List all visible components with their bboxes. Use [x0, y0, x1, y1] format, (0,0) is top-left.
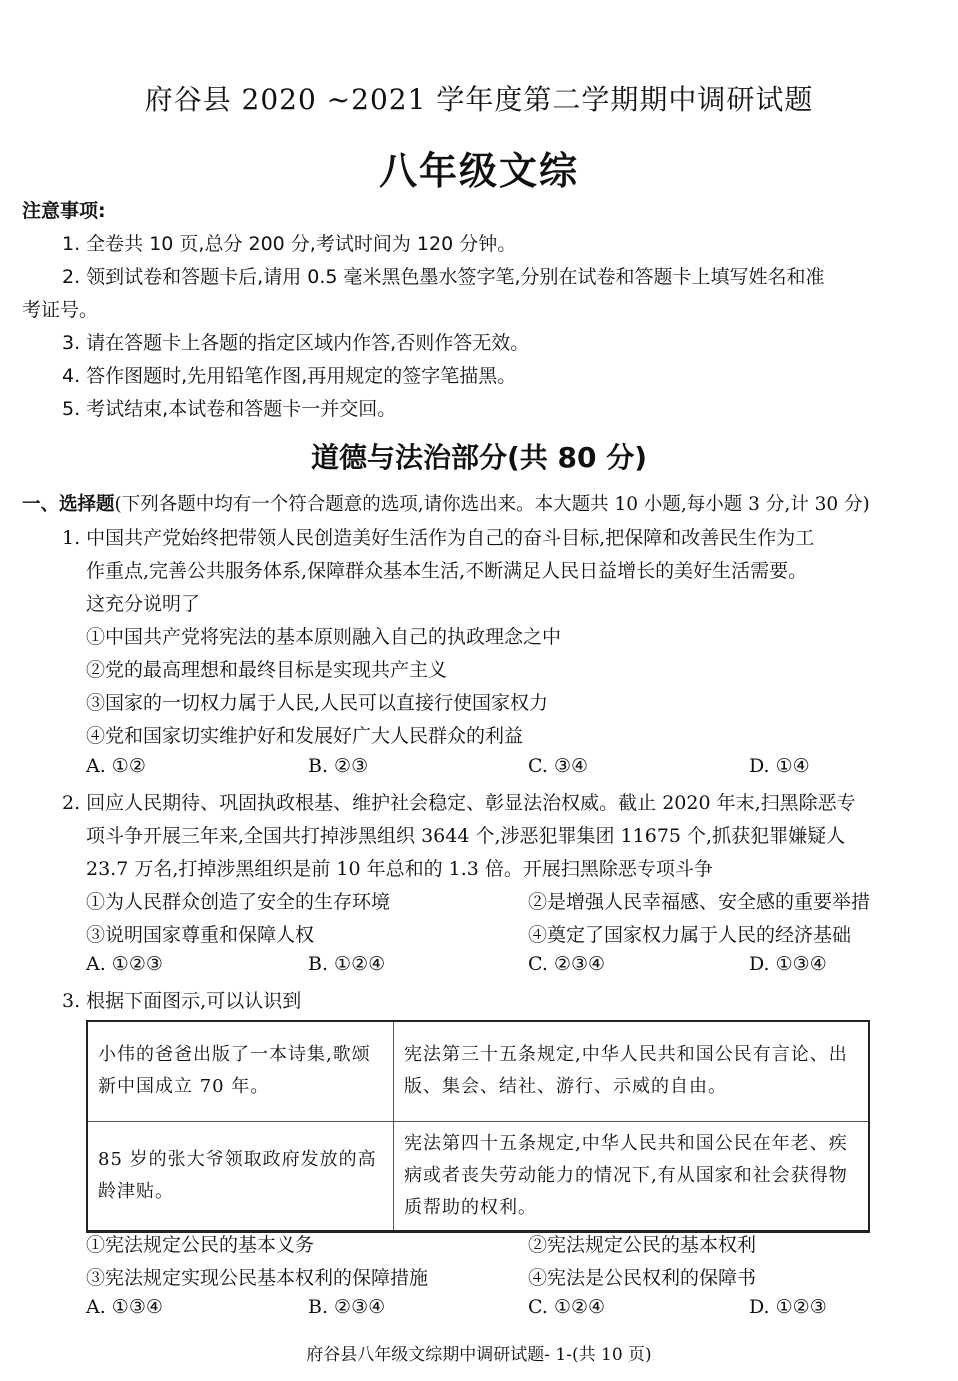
part-label: 一、选择题	[22, 494, 115, 515]
exam-subtitle: 八年级文综	[378, 149, 579, 193]
question-1-statement: ④党和国家切实维护好和发展好广大人民群众的利益	[86, 725, 524, 747]
question-2-option-d[interactable]: D. ①③④	[749, 953, 827, 975]
part-heading	[22, 490, 870, 516]
question-3-option-a[interactable]: A. ①③④	[86, 1296, 163, 1318]
question-1-stem: 1. 中国共产党始终把带领人民创造美好生活作为自己的奋斗目标,把保障和改善民生作为工	[62, 527, 815, 549]
question-2-stem-cont: 项斗争开展三年来,全国共打掉涉黑组织 3644 个,涉恶犯罪集团 11675 个,抓获犯罪嫌疑人	[86, 825, 846, 847]
note-item: 3. 请在答题卡上各题的指定区域内作答,否则作答无效。	[62, 332, 530, 354]
question-2-statement: ④奠定了国家权力属于人民的经济基础	[528, 924, 852, 946]
figure-cell-example: 85 岁的张大爷领取政府发放的高龄津贴。	[87, 1121, 394, 1231]
question-1-option-c[interactable]: C. ③④	[528, 755, 589, 777]
question-1-statement: ①中国共产党将宪法的基本原则融入自己的执政理念之中	[86, 626, 562, 648]
question-3-option-d[interactable]: D. ①②③	[749, 1296, 827, 1318]
question-3-figure-table	[86, 1020, 870, 1233]
question-2-stem: 2. 回应人民期待、巩固执政根基、维护社会稳定、彰显法治权威。截止 2020 年末,扫黑除恶专	[62, 792, 856, 814]
question-2-option-a[interactable]: A. ①②③	[86, 953, 163, 975]
question-2-statement: ①为人民群众创造了安全的生存环境	[86, 891, 391, 913]
question-1-statement: ③国家的一切权力属于人民,人民可以直接行使国家权力	[86, 692, 549, 714]
question-1-option-d[interactable]: D. ①④	[749, 755, 810, 777]
note-item: 2. 领到试卷和答题卡后,请用 0.5 毫米黑色墨水签字笔,分别在试卷和答题卡上填写姓名和准	[62, 266, 825, 288]
figure-cell-constitution: 宪法第三十五条规定,中华人民共和国公民有言论、出版、集会、结社、游行、示威的自由。	[394, 1021, 870, 1121]
question-3-stem: 3. 根据下面图示,可以认识到	[62, 990, 302, 1012]
question-1-stem-cont: 这充分说明了	[86, 593, 201, 615]
figure-cell-constitution: 宪法第四十五条规定,中华人民共和国公民在年老、疾病或者丧失劳动能力的情况下,有从国家和社会获得物质帮助的权利。	[394, 1121, 870, 1231]
question-2-option-c[interactable]: C. ②③④	[528, 953, 606, 975]
section-title: 道德与法治部分(共 80 分)	[310, 441, 648, 474]
note-item: 4. 答作图题时,先用铅笔作图,再用规定的签字笔描黑。	[62, 365, 517, 387]
question-3-statement: ①宪法规定公民的基本义务	[86, 1234, 315, 1256]
question-3-option-b[interactable]: B. ②③④	[308, 1296, 386, 1318]
question-3-statement: ②宪法规定公民的基本权利	[528, 1234, 757, 1256]
note-item-continuation: 考证号。	[22, 299, 99, 321]
question-2-statement: ③说明国家尊重和保障人权	[86, 924, 315, 946]
note-item: 5. 考试结束,本试卷和答题卡一并交回。	[62, 398, 397, 420]
page-footer: 府谷县八年级文综期中调研试题- 1-(共 10 页)	[306, 1345, 652, 1365]
part-description: (下列各题中均有一个符合题意的选项,请你选出来。本大题共 10 小题,每小题 3 分,计 30 分)	[114, 494, 870, 515]
note-item: 1. 全卷共 10 页,总分 200 分,考试时间为 120 分钟。	[62, 233, 517, 255]
question-3-statement: ③宪法规定实现公民基本权利的保障措施	[86, 1267, 429, 1289]
question-1-statement: ②党的最高理想和最终目标是实现共产主义	[86, 659, 448, 681]
figure-cell-example: 小伟的爸爸出版了一本诗集,歌颂新中国成立 70 年。	[87, 1021, 394, 1121]
question-2-statement: ②是增强人民幸福感、安全感的重要举措	[528, 891, 871, 913]
question-3-statement: ④宪法是公民权利的保障书	[528, 1267, 757, 1289]
question-2-stem-cont: 23.7 万名,打掉涉黑组织是前 10 年总和的 1.3 倍。开展扫黑除恶专项斗争	[86, 858, 713, 880]
question-1-option-a[interactable]: A. ①②	[86, 755, 146, 777]
question-3-option-c[interactable]: C. ①②④	[528, 1296, 606, 1318]
notes-heading: 注意事项:	[22, 200, 106, 222]
figure-row	[87, 1121, 869, 1231]
question-2-option-b[interactable]: B. ①②④	[308, 953, 386, 975]
question-1-stem-cont: 作重点,完善公共服务体系,保障群众基本生活,不断满足人民日益增长的美好生活需要。	[86, 560, 808, 582]
question-1-option-b[interactable]: B. ②③	[308, 755, 369, 777]
exam-title: 府谷县 2020 ~2021 学年度第二学期期中调研试题	[144, 83, 814, 116]
figure-row	[87, 1021, 869, 1121]
